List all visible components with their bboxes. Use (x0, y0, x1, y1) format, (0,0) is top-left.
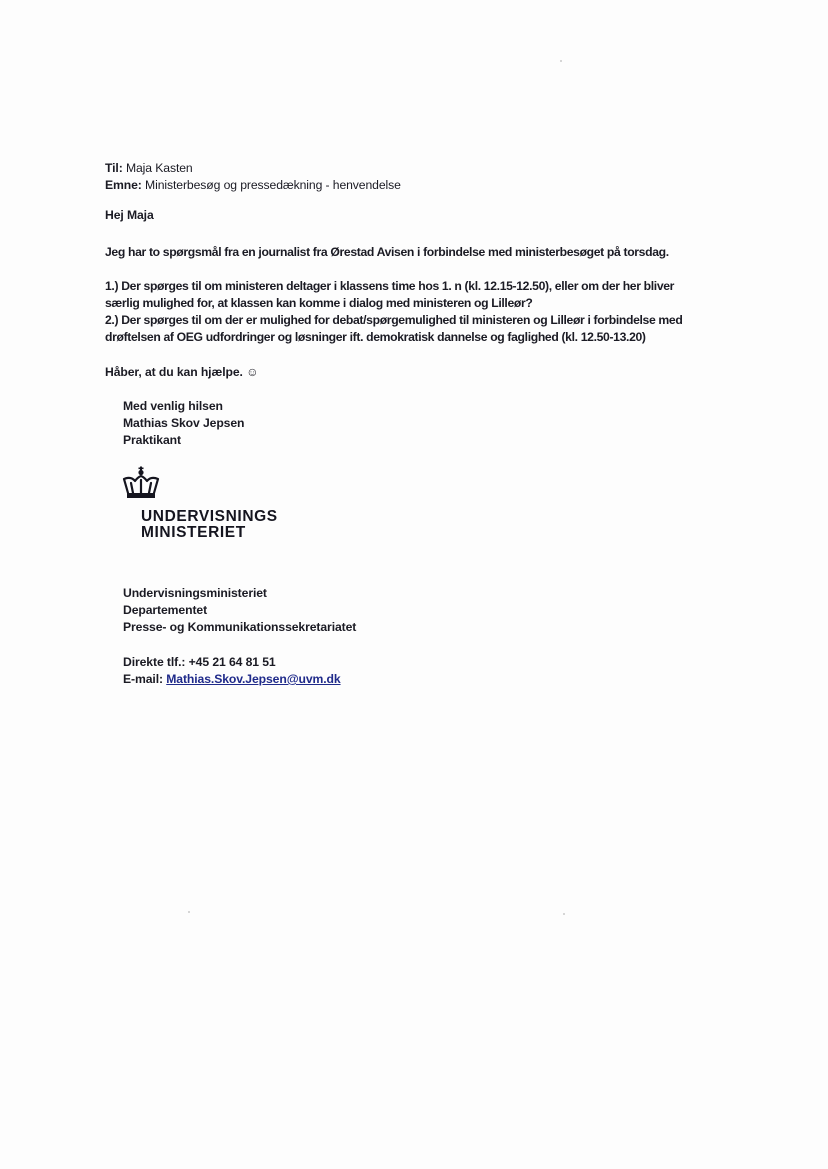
phone-line (123, 654, 341, 671)
phone-number: +45 21 64 81 51 (188, 655, 276, 669)
contact-unit: Presse- og Kommunikationssekretariatet (123, 620, 357, 634)
contact-details (123, 654, 341, 688)
scan-speck (188, 911, 190, 913)
logo-line-1: UNDERVISNINGS (141, 508, 278, 525)
subject-value: Ministerbesøg og pressedækning - henvendelse (145, 178, 401, 192)
closing-line: Håber, at du kan hjælpe. ☺ (105, 365, 259, 379)
subject-label: Emne: (105, 178, 142, 192)
question-2-line-2: drøftelsen af OEG udfordringer og løsninger ift. demokratisk dannelse og faglighed (kl. 12.50-13.20) (105, 330, 646, 344)
email-header (105, 160, 401, 194)
contact-org: Undervisningsministeriet (123, 586, 267, 600)
contact-department: Departementet (123, 603, 208, 617)
scan-speck (563, 913, 565, 915)
phone-label: Direkte tlf.: (123, 655, 186, 669)
to-label: Til: (105, 161, 123, 175)
signature-name: Mathias Skov Jepsen (123, 416, 245, 430)
email-label: E-mail: (123, 672, 163, 686)
crown-icon (121, 466, 161, 502)
question-1-line-1: 1.) Der spørges til om ministeren deltager i klassens time hos 1. n (kl. 12.15-12.50), eller om der her bliver (105, 279, 675, 293)
to-line (105, 160, 401, 177)
email-link[interactable]: Mathias.Skov.Jepsen@uvm.dk (166, 672, 341, 686)
signature-block (123, 398, 244, 449)
subject-line (105, 177, 401, 194)
signature-title: Praktikant (123, 433, 181, 447)
signature-regards: Med venlig hilsen (123, 399, 223, 413)
contact-block (123, 585, 356, 636)
intro-paragraph: Jeg har to spørgsmål fra en journalist fra Ørestad Avisen i forbindelse med ministerbesøget på torsdag. (105, 245, 669, 259)
question-1-line-2: særlig mulighed for, at klassen kan komme i dialog med ministeren og Lilleør? (105, 296, 533, 310)
to-value: Maja Kasten (125, 161, 193, 175)
logo-line-2: MINISTERIET (141, 524, 246, 541)
email-line (123, 671, 341, 688)
ministry-logo-wordmark (141, 509, 278, 541)
question-2-line-1: 2.) Der spørges til om der er mulighed for debat/spørgemulighed til ministeren og Lilleør i forbindelse med (105, 313, 683, 327)
questions-paragraph (105, 278, 682, 346)
scan-speck (560, 60, 562, 62)
greeting: Hej Maja (105, 208, 154, 222)
